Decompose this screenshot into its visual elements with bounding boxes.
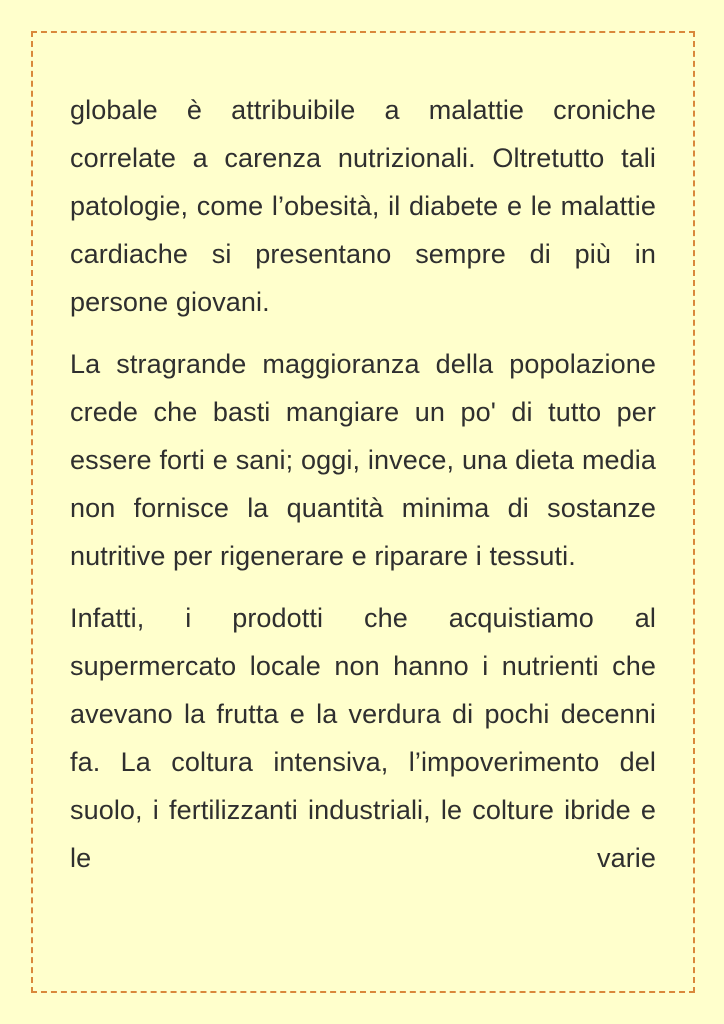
paragraph-1: globale è attribuibile a malattie croniche correlate a carenza nutrizionali. Oltretutto tali patologie, come l’obesità, il diabete e le malattie cardiache si presentano sempre di più in persone giovani.	[70, 95, 656, 317]
paragraph-3: Infatti, i prodotti che acquistiamo al supermercato locale non hanno i nutrienti che avevano la frutta e la verdura di pochi decenni fa. La coltura intensiva, l’impoverimento del suolo, i fertilizzanti industriali, le colture ibride e le varie	[70, 603, 656, 873]
paragraph-2: La stragrande maggioranza della popolazione crede che basti mangiare un po' di tutto per essere forti e sani; oggi, invece, una dieta media non fornisce la quantità minima di sostanze nutritive per rigenerare e riparare i tessuti.	[70, 349, 656, 571]
document-body	[70, 86, 656, 882]
